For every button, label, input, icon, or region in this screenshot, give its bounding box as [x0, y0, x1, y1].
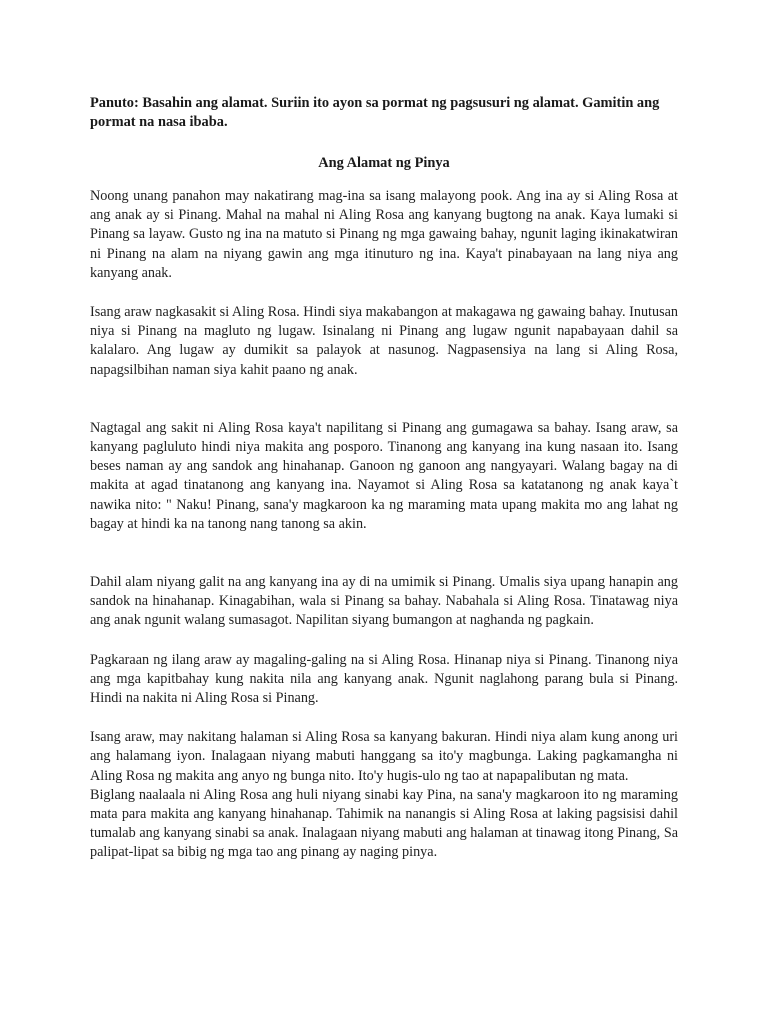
instruction-text: Panuto: Basahin ang alamat. Suriin ito ayon sa pormat ng pagsusuri ng alamat. Gamitin ang pormat na nasa ibaba.	[90, 95, 660, 130]
paragraph-7: Biglang naalaala ni Aling Rosa ang huli niyang sinabi kay Pina, na sana'y magkaroon ito ng maraming mata para makita ang kanyang hinahanap. Tahimik na nanangis si Aling Rosa at laking pagsisisi dahil tumalab ang kanyang sinabi sa anak. Inalagaan niyang mabuti ang halaman at tinawag itong Pinang, Sa palipat-lipat sa bibig ng mga tao ang pinang ay naging pinya.	[90, 786, 678, 861]
paragraph-5: Pagkaraan ng ilang araw ay magaling-galing na si Aling Rosa. Hinanap niya si Pinang. Tinanong niya ang mga kapitbahay kung nakita nila ang kanyang anak. Ngunit naglahong parang bula si Pinang. Hindi na nakita ni Aling Rosa si Pinang.	[90, 651, 678, 707]
paragraph-gap	[90, 631, 678, 651]
paragraph-gap	[90, 708, 678, 728]
paragraph-1: Noong unang panahon may nakatirang mag-ina sa isang malayong pook. Ang ina ay si Aling Rosa at ang anak ay si Pinang. Mahal na mahal ni Aling Rosa ang kanyang bugtong na anak. Kaya lumaki si Pinang sa layaw. Gusto ng ina na matuto si Pinang ng mga gawaing bahay, ngunit laging ikinakatwiran ni Pinang na alam na niyang gawin ang mga itinuturo ng ina. Kaya't pinabayaan na lang niya ang kanyang anak.	[90, 188, 678, 281]
paragraph-gap	[90, 380, 678, 419]
paragraph-gap	[90, 534, 678, 573]
paragraph-gap	[90, 283, 678, 303]
paragraph-4: Dahil alam niyang galit na ang kanyang ina ay di na umimik si Pinang. Umalis siya upang hanapin ang sandok na hinahanap. Kinagabihan, wala si Pinang sa bahay. Nabahala si Aling Rosa. Tinatawag niya ang anak ngunit walang sumasagot. Napilitan siyang bumangon at naghanda ng pagkain.	[90, 574, 678, 629]
story-title: Ang Alamat ng Pinya	[318, 155, 450, 171]
paragraph-6: Isang araw, may nakitang halaman si Aling Rosa sa kanyang bakuran. Hindi niya alam kung anong uri ang halamang iyon. Inalagaan niyang mabuti hanggang sa ito'y magbunga. Laking pagkamangha ni Aling Rosa ng makita ang anyo ng bunga nito. Ito'y hugis-ulo ng tao at napapalibutan ng mata.	[90, 729, 678, 784]
paragraph-2: Isang araw nagkasakit si Aling Rosa. Hindi siya makabangon at makagawa ng gawaing bahay. Inutusan niya si Pinang na magluto ng lugaw. Isinalang ni Pinang ang lugaw ngunit napabayaan dahil sa kalalaro. Ang lugaw ay dumikit sa palayok at nasunog. Nagpasensiya na lang si Aling Rosa, napagsilbihan naman siya kahit paano ng anak.	[90, 304, 678, 378]
paragraph-3: Nagtagal ang sakit ni Aling Rosa kaya't napilitang si Pinang ang gumagawa sa bahay. Isang araw, sa kanyang pagluluto hindi niya makita ang posporo. Tinanong ang kanyang ina kung nasaan ito. Isang beses naman ay ang sandok ang hinahanap. Ganoon ng ganoon ang nangyayari. Walang bagay na di makita at agad tinatanong ang kanyang ina. Nayamot si Aling Rosa sa katatanong ng anak kaya`t nawika nito: " Naku! Pinang, sana'y magkaroon ka ng maraming mata upang makita mo ang lahat ng bagay at hindi ka na tanong nang tanong sa akin.	[90, 419, 678, 532]
document-page	[90, 94, 678, 863]
